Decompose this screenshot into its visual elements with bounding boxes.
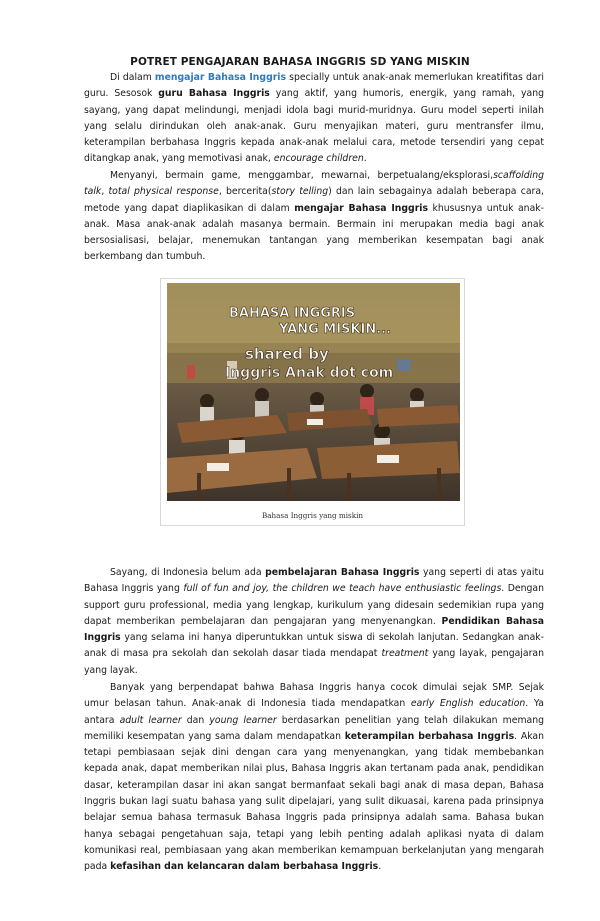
text: khususnya untuk anak-anak. Masa anak-anak adalah masanya bermain. Bermain ini merupakan media bagi anak bersosialisasi, belajar, menemukan tantangan yang memberikan kesempatan bagi anak berkembang dan tumbuh. <box>84 202 545 263</box>
text: ) dan lain sebagainya adalah beberapa cara, metode yang dapat diaplikasikan di dalam <box>84 186 544 214</box>
text: , <box>101 186 109 198</box>
text: . <box>363 153 367 165</box>
link-mengajar-bahasa-inggris[interactable]: mengajar Bahasa Inggris <box>154 72 287 83</box>
paragraph-2 <box>84 168 544 266</box>
text: . <box>378 861 382 873</box>
figure-caption: Bahasa Inggris yang miskin <box>261 511 364 520</box>
overlay-text-1: BAHASA INGGRIS <box>229 306 356 321</box>
italic-text: encourage children <box>273 153 364 165</box>
text: Sayang, di Indonesia belum ada <box>110 567 266 578</box>
italic-text: full of fun and joy, the children we teach have enthusiastic feelings <box>183 583 502 595</box>
text: dan <box>181 714 210 726</box>
paragraph-1 <box>84 70 544 168</box>
text: Banyak yang berpendapat bahwa Bahasa Inggris hanya cocok dimulai sejak SMP. Sejak umur belasan tahun. Anak-anak di Indonesia tiada mendapatkan <box>84 682 544 710</box>
bold-text: pembelajaran Bahasa Inggris <box>265 567 420 578</box>
text: yang seperti di atas yaitu Bahasa Inggris yang <box>84 567 544 595</box>
bold-text: mengajar Bahasa Inggris <box>294 202 429 214</box>
italic-text: total physical response <box>108 186 219 198</box>
text: specially untuk anak-anak memerlukan kreatifitas dari guru. Sesosok <box>84 72 545 100</box>
text: Di dalam <box>110 72 155 83</box>
text: . Dengan support guru professional, media yang lengkap, kurikulum yang didesain sedemikian rupa yang dapat memberikan pembelajaran dan pengajaran yang menyenangkan. <box>84 583 544 627</box>
italic-text: scaffolding talk <box>84 170 544 198</box>
classroom-photo <box>167 283 460 501</box>
paragraph-3 <box>84 565 544 679</box>
text: . Akan tetapi pembiasaan sejak dini dengan cara yang menyenangkan, yang tidak membebankan kepada anak, dapat memberikan nilai plus, Bahasa Inggris akan tertanam pada anak, pendidikan dasar, keterampilan dasar ini akan sangat bermanfaat sekali bagi anak di masa depan, Bahasa Inggris bukan lagi suatu bahasa yang sulit dipelajari, yang sulit dikuasai, karena pada prinsipnya belajar semua bahasa termasuk Bahasa Inggris pada prinsipnya adalah sama. Bahasa bukan hanya sebagai pengetahuan saja, tetapi yang lebih penting adalah aplikasi nyata di dalam komunikasi real, pembiasaan yang akan memberikan kemampuan berkelanjutan yang mengarah pada <box>84 730 545 873</box>
overlay-text-2: YANG MISKIN... <box>279 322 392 337</box>
paragraph-4 <box>84 680 544 876</box>
italic-text: adult learner <box>119 714 182 726</box>
bold-text: Pendidikan Bahasa Inggris <box>84 615 544 644</box>
italic-text: young learner <box>209 714 277 726</box>
text: yang layak, pengajaran yang layak. <box>84 648 544 676</box>
bold-text: guru Bahasa Inggris <box>158 88 270 100</box>
text: yang selama ini hanya diperuntukkan untuk siswa di sekolah lanjutan. Sedangkan anak-anak di masa pra sekolah dan sekolah dasar tiada mendapat <box>84 632 544 660</box>
document-title: POTRET PENGAJARAN BAHASA INGGRIS SD YANG MISKIN <box>130 56 470 68</box>
italic-text: early English education <box>410 698 526 710</box>
text: . Ya antara <box>84 698 544 726</box>
overlay-text-3: shared by <box>245 345 329 363</box>
bold-text: kefasihan dan kelancaran dalam berbahasa Inggris <box>110 861 379 873</box>
italic-text: treatment <box>381 648 429 660</box>
text: Menyanyi, bermain game, menggambar, mewarnai, berpetualang/eksplorasi, <box>110 170 494 181</box>
text: , bercerita( <box>218 186 272 198</box>
italic-text: story telling <box>271 186 329 198</box>
text: berdasarkan penelitian yang telah dilakukan memang memiliki kesempatan yang sama dalam mendapatkan <box>84 714 545 742</box>
figure <box>160 278 465 526</box>
overlay-text-4: Inggris Anak dot com <box>225 365 394 381</box>
bold-text: keterampilan berbahasa Inggris <box>344 730 515 742</box>
text: yang aktif, yang humoris, energik, yang ramah, yang sayang, yang dapat melindungi, menjadi idola bagi murid-muridnya. Guru model seperti inilah yang selalu dirindukan oleh anak-anak. Guru menyajikan materi, guru mentransfer ilmu, keterampilan berbahasa Inggris kepada anak-anak melalui cara, metode tersendiri yang cepat ditangkap anak, yang memotivasi anak, <box>84 88 544 165</box>
